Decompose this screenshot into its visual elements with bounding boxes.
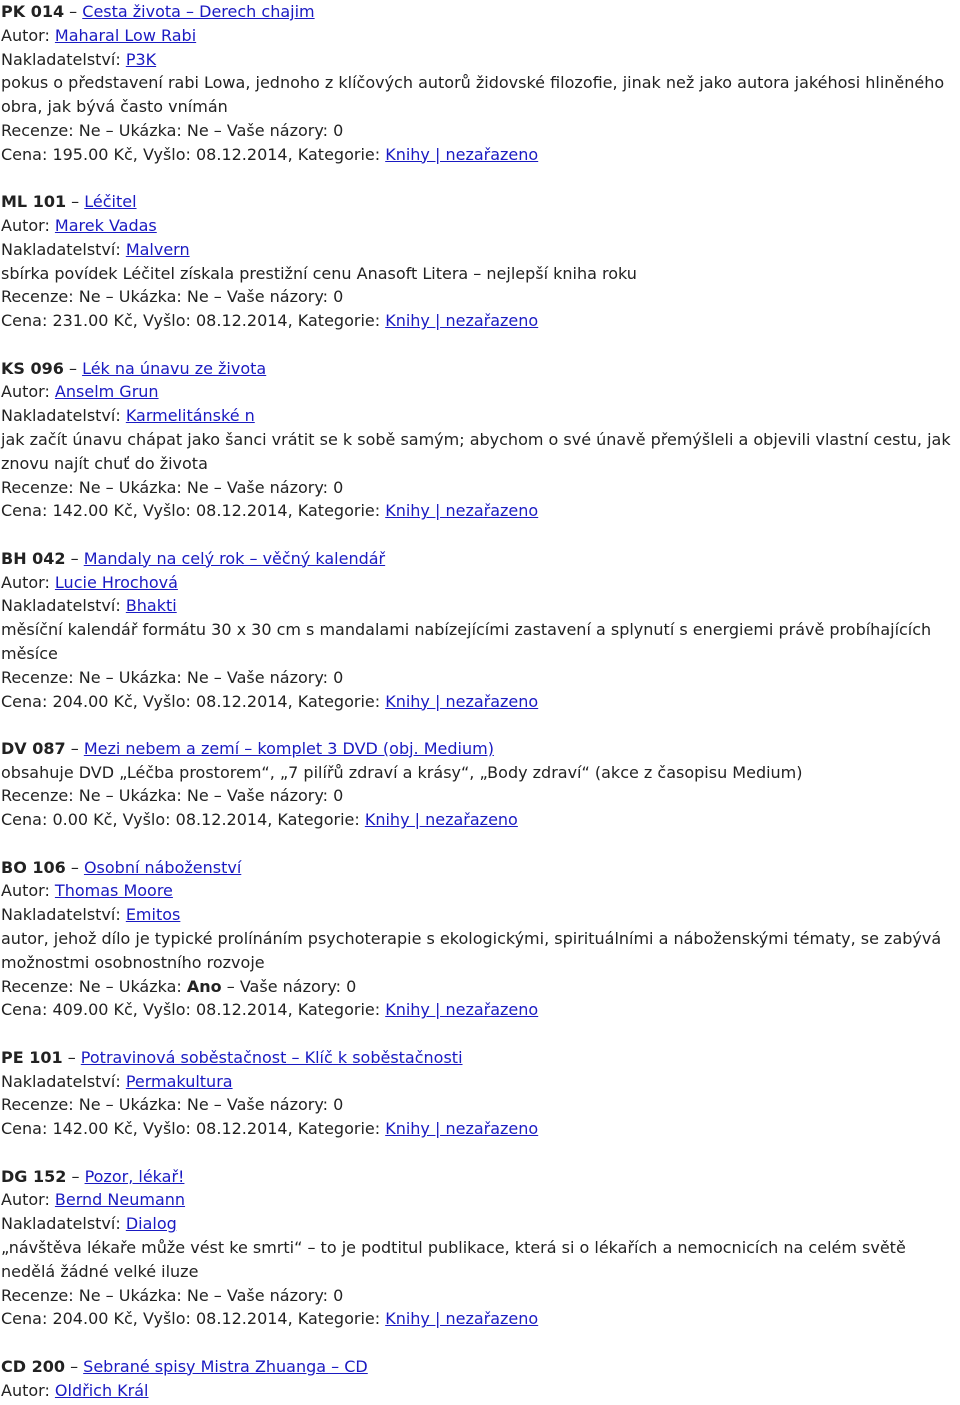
book-code: BH 042 [1, 548, 66, 568]
price-label: Cena: [1, 810, 53, 830]
separator: – [65, 857, 84, 877]
review-label: Recenze: [1, 976, 79, 996]
sample-label: – Ukázka: [100, 976, 187, 996]
category-link[interactable]: Knihy | nezařazeno [385, 1119, 539, 1139]
price-line [1, 998, 960, 1022]
price-label: Cena: [1, 1309, 53, 1329]
publisher-label: Nakladatelství: [1, 239, 126, 259]
title-line [1, 190, 960, 214]
author-link[interactable]: Oldřich Král [54, 1380, 149, 1400]
sample-label: – Ukázka: [100, 120, 187, 140]
price-line [1, 690, 960, 714]
review-line [1, 285, 960, 309]
book-entry [1, 1165, 960, 1332]
sample-label: – Ukázka: [100, 667, 187, 687]
review-label: Recenze: [1, 477, 79, 497]
review-label: Recenze: [1, 287, 79, 307]
book-description: jak začít únavu chápat jako šanci vrátit se k sobě samým; abychom o své únavě přemýšleli a objevili vlastní cestu, jak znovu najít chuť do života [1, 429, 951, 473]
publisher-link[interactable]: Dialog [125, 1214, 177, 1234]
price-value: 204.00 Kč [52, 691, 133, 711]
category-link[interactable]: Knihy | nezařazeno [385, 501, 539, 521]
opinions-label: – Vaše názory: [208, 1095, 334, 1115]
published-label: , Vyšlo: [132, 1119, 196, 1139]
price-label: Cena: [1, 501, 53, 521]
book-entry [1, 1046, 960, 1141]
author-link[interactable]: Thomas Moore [54, 881, 173, 901]
review-value: Ne [78, 1095, 101, 1115]
author-line [1, 571, 960, 595]
publisher-line [1, 903, 960, 927]
author-label: Autor: [1, 215, 55, 235]
author-link[interactable]: Bernd Neumann [54, 1190, 186, 1210]
publisher-label: Nakladatelství: [1, 596, 126, 616]
opinions-label: – Vaše názory: [208, 667, 334, 687]
published-label: , Vyšlo: [132, 501, 196, 521]
price-value: 204.00 Kč [52, 1309, 133, 1329]
published-date: 08.12.2014 [196, 691, 288, 711]
price-value: 0.00 Kč [52, 810, 113, 830]
review-line [1, 119, 960, 143]
category-label: , Kategorie: [287, 1119, 386, 1139]
separator: – [65, 548, 84, 568]
price-label: Cena: [1, 311, 53, 331]
opinions-count: 0 [333, 477, 344, 497]
sample-value: Ne [186, 786, 209, 806]
publisher-line [1, 404, 960, 428]
published-label: , Vyšlo: [132, 1000, 196, 1020]
publisher-line [1, 594, 960, 618]
book-entry [1, 0, 960, 167]
book-title-link[interactable]: Osobní náboženství [83, 857, 242, 877]
price-line [1, 1307, 960, 1331]
book-entry [1, 357, 960, 524]
publisher-label: Nakladatelství: [1, 1071, 126, 1091]
review-value: Ne [78, 477, 101, 497]
published-label: , Vyšlo: [132, 311, 196, 331]
publisher-link[interactable]: P3K [125, 49, 157, 69]
opinions-count: 0 [333, 786, 344, 806]
separator: – [65, 1356, 84, 1376]
price-value: 231.00 Kč [52, 311, 133, 331]
price-label: Cena: [1, 1000, 53, 1020]
book-description: sbírka povídek Léčitel získala prestižní cenu Anasoft Litera – nejlepší kniha roku [1, 263, 637, 283]
category-label: , Kategorie: [287, 144, 386, 164]
sample-label: – Ukázka: [100, 786, 187, 806]
book-title-link[interactable]: Mezi nebem a zemí – komplet 3 DVD (obj. Medium) [83, 738, 494, 758]
sample-value: Ne [186, 287, 209, 307]
published-date: 08.12.2014 [196, 311, 288, 331]
book-title-link[interactable]: Lék na únavu ze života [82, 358, 267, 378]
price-line [1, 309, 960, 333]
publisher-link[interactable]: Bhakti [125, 596, 177, 616]
author-line [1, 879, 960, 903]
opinions-label: – Vaše názory: [208, 120, 334, 140]
separator: – [63, 358, 83, 378]
book-title-link[interactable]: Pozor, lékař! [84, 1166, 185, 1186]
book-title-link[interactable]: Léčitel [84, 192, 137, 212]
author-label: Autor: [1, 1380, 55, 1400]
author-line [1, 380, 960, 404]
category-label: , Kategorie: [287, 1309, 386, 1329]
category-link[interactable]: Knihy | nezařazeno [385, 311, 539, 331]
publisher-line [1, 1212, 960, 1236]
price-line [1, 1117, 960, 1141]
separator: – [64, 2, 83, 21]
published-label: , Vyšlo: [112, 810, 176, 830]
sample-value: Ne [186, 477, 209, 497]
review-line [1, 1093, 960, 1117]
review-label: Recenze: [1, 120, 79, 140]
title-line [1, 357, 960, 381]
category-label: , Kategorie: [287, 501, 386, 521]
published-label: , Vyšlo: [132, 691, 196, 711]
review-line [1, 666, 960, 690]
separator: – [65, 738, 84, 758]
published-date: 08.12.2014 [196, 144, 288, 164]
publisher-link[interactable]: Karmelitánské n [125, 406, 255, 426]
published-label: , Vyšlo: [132, 1309, 196, 1329]
author-label: Autor: [1, 25, 55, 45]
review-value: Ne [78, 1285, 101, 1305]
book-title-link[interactable]: Cesta života – Derech chajim [82, 2, 315, 21]
sample-label: – Ukázka: [100, 287, 187, 307]
review-value: Ne [78, 667, 101, 687]
opinions-label: – Vaše názory: [208, 1285, 334, 1305]
opinions-label: – Vaše názory: [208, 477, 334, 497]
review-line [1, 784, 960, 808]
price-value: 409.00 Kč [52, 1000, 133, 1020]
category-link[interactable]: Knihy | nezařazeno [385, 691, 539, 711]
book-description: „návštěva lékaře může vést ke smrti“ – to je podtitul publikace, která si o lékařích a nemocnicích na celém světě nedělá žádné velké iluze [1, 1238, 906, 1281]
publisher-line [1, 1070, 960, 1094]
book-description: měsíční kalendář formátu 30 x 30 cm s mandalami nabízejícími zastavení a splynutí s energiemi právě probíhajících měsíce [1, 620, 932, 663]
book-title-link[interactable]: Potravinová soběstačnost – Klíč k soběstačnosti [80, 1047, 463, 1067]
opinions-count: 0 [346, 976, 357, 996]
review-label: Recenze: [1, 1095, 79, 1115]
book-code: KS 096 [1, 358, 64, 378]
category-label: , Kategorie: [287, 311, 386, 331]
separator: – [62, 1047, 81, 1067]
sample-label: – Ukázka: [100, 477, 187, 497]
author-line [1, 1379, 960, 1403]
author-link[interactable]: Maharal Low Rabi [54, 25, 197, 45]
book-code: PE 101 [1, 1047, 63, 1067]
book-code: BO 106 [1, 857, 66, 877]
book-entry [1, 737, 960, 832]
book-description: pokus o představení rabi Lowa, jednoho z klíčových autorů židovské filozofie, jinak než jako autora jakéhosi hliněného obra, jak bývá často vnímán [1, 73, 945, 117]
opinions-count: 0 [333, 667, 344, 687]
opinions-label: – Vaše názory: [208, 786, 334, 806]
review-label: Recenze: [1, 1285, 79, 1305]
title-line [1, 737, 960, 761]
title-line [1, 856, 960, 880]
opinions-count: 0 [333, 1095, 344, 1115]
publisher-line [1, 238, 960, 262]
category-label: , Kategorie: [287, 1000, 386, 1020]
title-line [1, 1165, 960, 1189]
price-line [1, 499, 960, 523]
sample-label: – Ukázka: [100, 1285, 187, 1305]
book-code: PK 014 [1, 2, 65, 21]
publisher-label: Nakladatelství: [1, 905, 126, 925]
price-line [1, 808, 960, 832]
opinions-count: 0 [333, 120, 344, 140]
book-code: CD 200 [1, 1356, 65, 1376]
review-value: Ne [78, 976, 101, 996]
author-link[interactable]: Marek Vadas [54, 215, 157, 235]
author-line [1, 24, 960, 48]
title-line [1, 1046, 960, 1070]
sample-label: – Ukázka: [100, 1095, 187, 1115]
sample-value: Ne [186, 120, 209, 140]
book-entry [1, 856, 960, 1023]
opinions-count: 0 [333, 287, 344, 307]
published-label: , Vyšlo: [132, 144, 196, 164]
author-link[interactable]: Lucie Hrochová [54, 572, 178, 592]
category-link[interactable]: Knihy | nezařazeno [364, 810, 518, 830]
publisher-label: Nakladatelství: [1, 1214, 126, 1234]
author-link[interactable]: Anselm Grun [54, 382, 159, 402]
sample-value: Ne [186, 1095, 209, 1115]
review-line [1, 1284, 960, 1308]
price-label: Cena: [1, 691, 53, 711]
sample-value: Ne [186, 667, 209, 687]
book-entry [1, 190, 960, 333]
sample-value: Ano [186, 976, 222, 996]
separator: – [66, 1166, 85, 1186]
book-entry [1, 1355, 960, 1403]
book-title-link[interactable]: Mandaly na celý rok – věčný kalendář [83, 548, 386, 568]
book-description: obsahuje DVD „Léčba prostorem“, „7 pilířů zdraví a krásy“, „Body zdraví“ (akce z časopisu Medium) [1, 762, 803, 782]
review-value: Ne [78, 287, 101, 307]
author-line [1, 1188, 960, 1212]
review-label: Recenze: [1, 786, 79, 806]
category-link[interactable]: Knihy | nezařazeno [385, 1309, 539, 1329]
book-title-link[interactable]: Sebrané spisy Mistra Zhuanga – CD [83, 1356, 368, 1376]
publisher-line [1, 48, 960, 72]
price-value: 142.00 Kč [52, 1119, 133, 1139]
book-code: ML 101 [1, 192, 67, 212]
author-label: Autor: [1, 572, 55, 592]
title-line [1, 547, 960, 571]
book-description: autor, jehož dílo je typické prolínáním psychoterapie s ekologickými, spirituálními a náboženskými tématy, se zabývá možnostmi osobnostního rozvoje [1, 929, 942, 972]
published-date: 08.12.2014 [175, 810, 268, 830]
title-line [1, 1355, 960, 1379]
category-label: , Kategorie: [287, 691, 386, 711]
author-label: Autor: [1, 1190, 55, 1210]
publisher-link[interactable]: Emitos [125, 905, 181, 925]
book-code: DG 152 [1, 1166, 67, 1186]
price-label: Cena: [1, 1119, 53, 1139]
author-label: Autor: [1, 881, 55, 901]
published-date: 08.12.2014 [196, 1309, 288, 1329]
author-line [1, 214, 960, 238]
book-code: DV 087 [1, 738, 66, 758]
category-link[interactable]: Knihy | nezařazeno [385, 144, 539, 164]
published-date: 08.12.2014 [196, 501, 288, 521]
author-label: Autor: [1, 382, 55, 402]
title-line [1, 0, 960, 24]
sample-value: Ne [186, 1285, 209, 1305]
price-label: Cena: [1, 144, 53, 164]
category-link[interactable]: Knihy | nezařazeno [385, 1000, 539, 1020]
separator: – [66, 192, 85, 212]
review-line [1, 476, 960, 500]
review-line [1, 975, 960, 999]
opinions-label: – Vaše názory: [221, 976, 347, 996]
price-value: 195.00 Kč [52, 144, 133, 164]
publisher-label: Nakladatelství: [1, 49, 126, 69]
category-label: , Kategorie: [267, 810, 365, 830]
opinions-count: 0 [333, 1285, 344, 1305]
book-entry [1, 547, 960, 714]
price-line [1, 143, 960, 167]
opinions-label: – Vaše názory: [208, 287, 334, 307]
review-value: Ne [78, 786, 101, 806]
publisher-label: Nakladatelství: [1, 406, 126, 426]
price-value: 142.00 Kč [52, 501, 133, 521]
published-date: 08.12.2014 [196, 1000, 288, 1020]
published-date: 08.12.2014 [196, 1119, 288, 1139]
review-value: Ne [78, 120, 101, 140]
review-label: Recenze: [1, 667, 79, 687]
publisher-link[interactable]: Permakultura [125, 1071, 233, 1091]
publisher-link[interactable]: Malvern [125, 239, 190, 259]
